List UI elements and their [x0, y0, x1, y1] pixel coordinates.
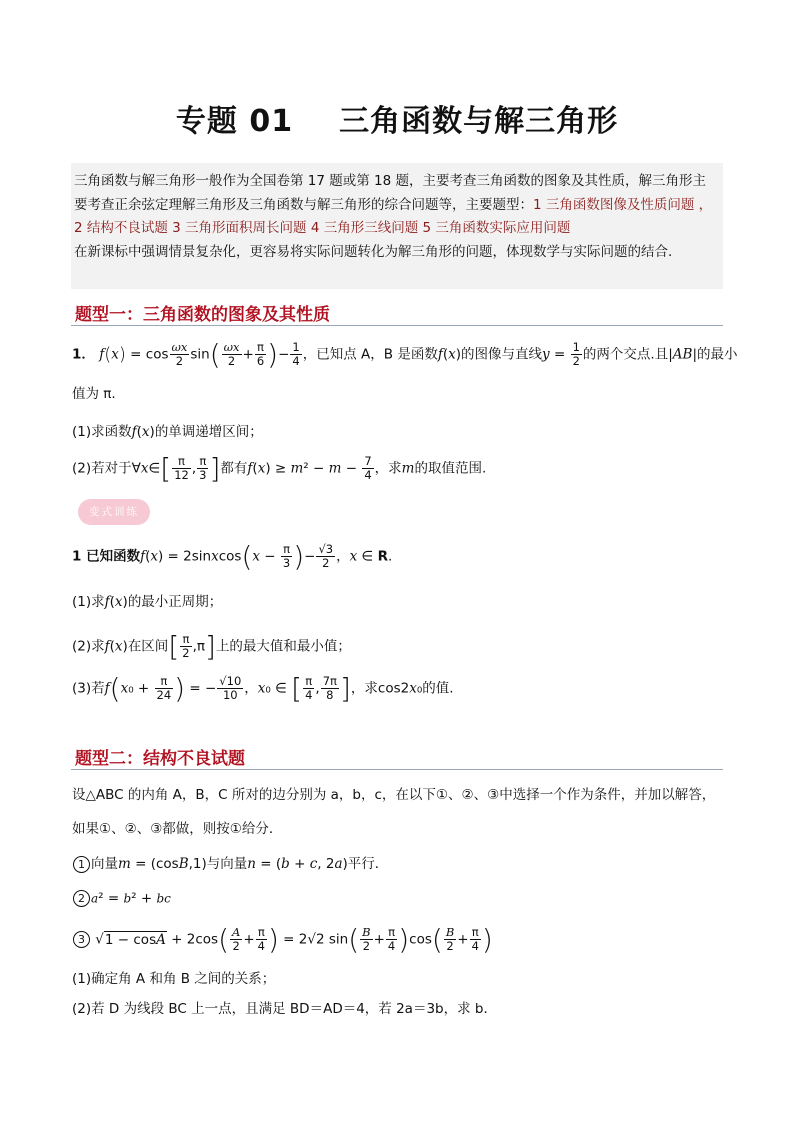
q1-text-b: 的图像与直线: [461, 346, 543, 363]
question-2-line-2: 如果①、②、③都做，则按①给分．: [72, 821, 283, 837]
title-number: 专题 01: [175, 104, 294, 139]
intro-text-2: 在新课标中强调情景复杂化，更容易将实际问题转化为解三角形的问题，体现数学与实际问题的结合.: [74, 243, 673, 260]
q1-part2-text-b: 都有: [220, 460, 248, 477]
question-1-part-1: (1)求函数f(x)的单调递增区间；: [72, 424, 263, 440]
q1-text-d: 的最小: [697, 346, 738, 363]
q1-part2-tail: 的取值范围.: [414, 460, 487, 477]
v1-comma: ，: [336, 548, 350, 565]
page-title: [0, 96, 794, 140]
variant-1-line-1: 1 已知函数f(x) = 2sinxcos(x − $\frac{\pi}{3}$ )− $\frac{√3}{2}$ ，x ∈ R.: [72, 540, 393, 573]
q1-part2-text-c: ，求: [374, 460, 402, 477]
variant-1-part-1: (1)求f(x)的最小正周期；: [72, 594, 223, 610]
v1-part2-text-b: 在区间: [127, 638, 169, 655]
v1-part3-text-c: ，求: [350, 680, 378, 697]
question-2-line-1: 设△ABC 的内角 A，B，C 所对的边分别为 a，b，c，在以下①、②、③中选择一个作为条件，并加以解答，: [72, 787, 716, 803]
condition-2: 2 a² = b² + bc: [72, 890, 171, 907]
condition-1: 1 向量m = (cosB,1)与向量n = (b + c, 2a)平行．: [72, 852, 388, 873]
condition-3: 3 √1 − cosA + 2cos( $\frac{A}{2}$ + $\frac{\pi}{4}$ ) = 2√2 sin( $\frac{B}{2}$ + $\frac{\pi}{4}$ )cos( $\frac{B}{2}$ + $\frac{\pi}{4}$ ): [72, 923, 493, 956]
question-1-line-2: 值为 π.: [72, 386, 116, 402]
intro-topic-list: 1 三角函数图像及性质问题 ，2 结构不良试题 3 三角形面积周长问题 4 三角形三线问题 5 三角函数实际应用问题: [74, 196, 713, 236]
title-text: 三角函数与解三角形: [339, 104, 619, 139]
section-rule-2: [71, 769, 723, 770]
q1-part2-text: (2)若对于: [72, 460, 132, 477]
q1-part1-tail: 的单调递增区间；: [154, 424, 263, 440]
cond1-text-b: 与向量: [206, 856, 248, 872]
v1-part2-text: (2)求: [72, 638, 105, 655]
cond1-tail: 平行．: [347, 856, 389, 872]
v1-intro: 1 已知函数: [72, 548, 141, 565]
cond1-text: 向量: [91, 856, 118, 872]
v1-part3-comma: ，: [244, 680, 258, 697]
question-2-part-2: (2)若 D 为线段 BC 上一点，且满足 BD＝AD＝4，若 2a＝3b，求 b．: [72, 1001, 497, 1017]
section-rule-1: [71, 325, 723, 326]
q1-part1-text: (1)求函数: [72, 424, 132, 440]
intro-text: 三角函数与解三角形一般作为全国卷第 17 题或第 18 题，主要考查三角函数的图象及其性质，解三角形主要考查正余弦定理解三角形及三角函数与解三角形的综合问题等，主要题型：: [74, 173, 707, 213]
question-2-part-1: (1)确定角 A 和角 B 之间的关系；: [72, 971, 276, 987]
section-heading-2: 题型二：结构不良试题: [75, 749, 245, 769]
section-heading-1: 题型一：三角函数的图象及其性质: [75, 305, 330, 325]
intro-box: [71, 163, 723, 289]
variant-1-part-2: (2)求f(x)在区间[ $\frac{\pi}{2}$ ,π]上的最大值和最小值；: [72, 630, 351, 663]
v1-part3-tail: 的值.: [422, 680, 454, 697]
v1-part1-text: (1)求: [72, 594, 105, 610]
q1-text-c: 的两个交点.且: [582, 346, 669, 363]
question-1-line-1: 1． f(x) = cos $\frac{\omega x}{2}$ sin( $\frac{\omega x}{2}$ + $\frac{\pi}{6}$ )− $\frac{1}{4}$ ，已知点 A，B 是函数f(x)的图像与直线y = $\frac{1}{2}$ 的两个交点.且|AB|的最小: [72, 338, 738, 371]
q1-text-a: ，已知点 A，B 是函数: [302, 346, 438, 363]
question-1-part-2: (2)若对于∀x∈[ $\frac{\pi}{12}$ , $\frac{\pi}{3}$ ]都有f(x) ≥ m² − m − $\frac{7}{4}$ ，求m的取值范围.: [72, 452, 487, 485]
v1-part3-text: (3)若: [72, 680, 105, 697]
question-number: 1．: [72, 346, 95, 363]
v1-part1-tail: 的最小正周期；: [127, 594, 223, 610]
variant-training-badge: 变式训练: [78, 499, 150, 525]
v1-part2-tail: 上的最大值和最小值；: [215, 638, 351, 655]
variant-1-part-3: (3)若f(x₀ + $\frac{\pi}{24}$ ) = − $\frac{√10}{10}$ ，x₀ ∈ [ $\frac{\pi}{4}$ , $\frac{7\pi}{8}$ ]，求cos2x₀的值.: [72, 672, 454, 705]
